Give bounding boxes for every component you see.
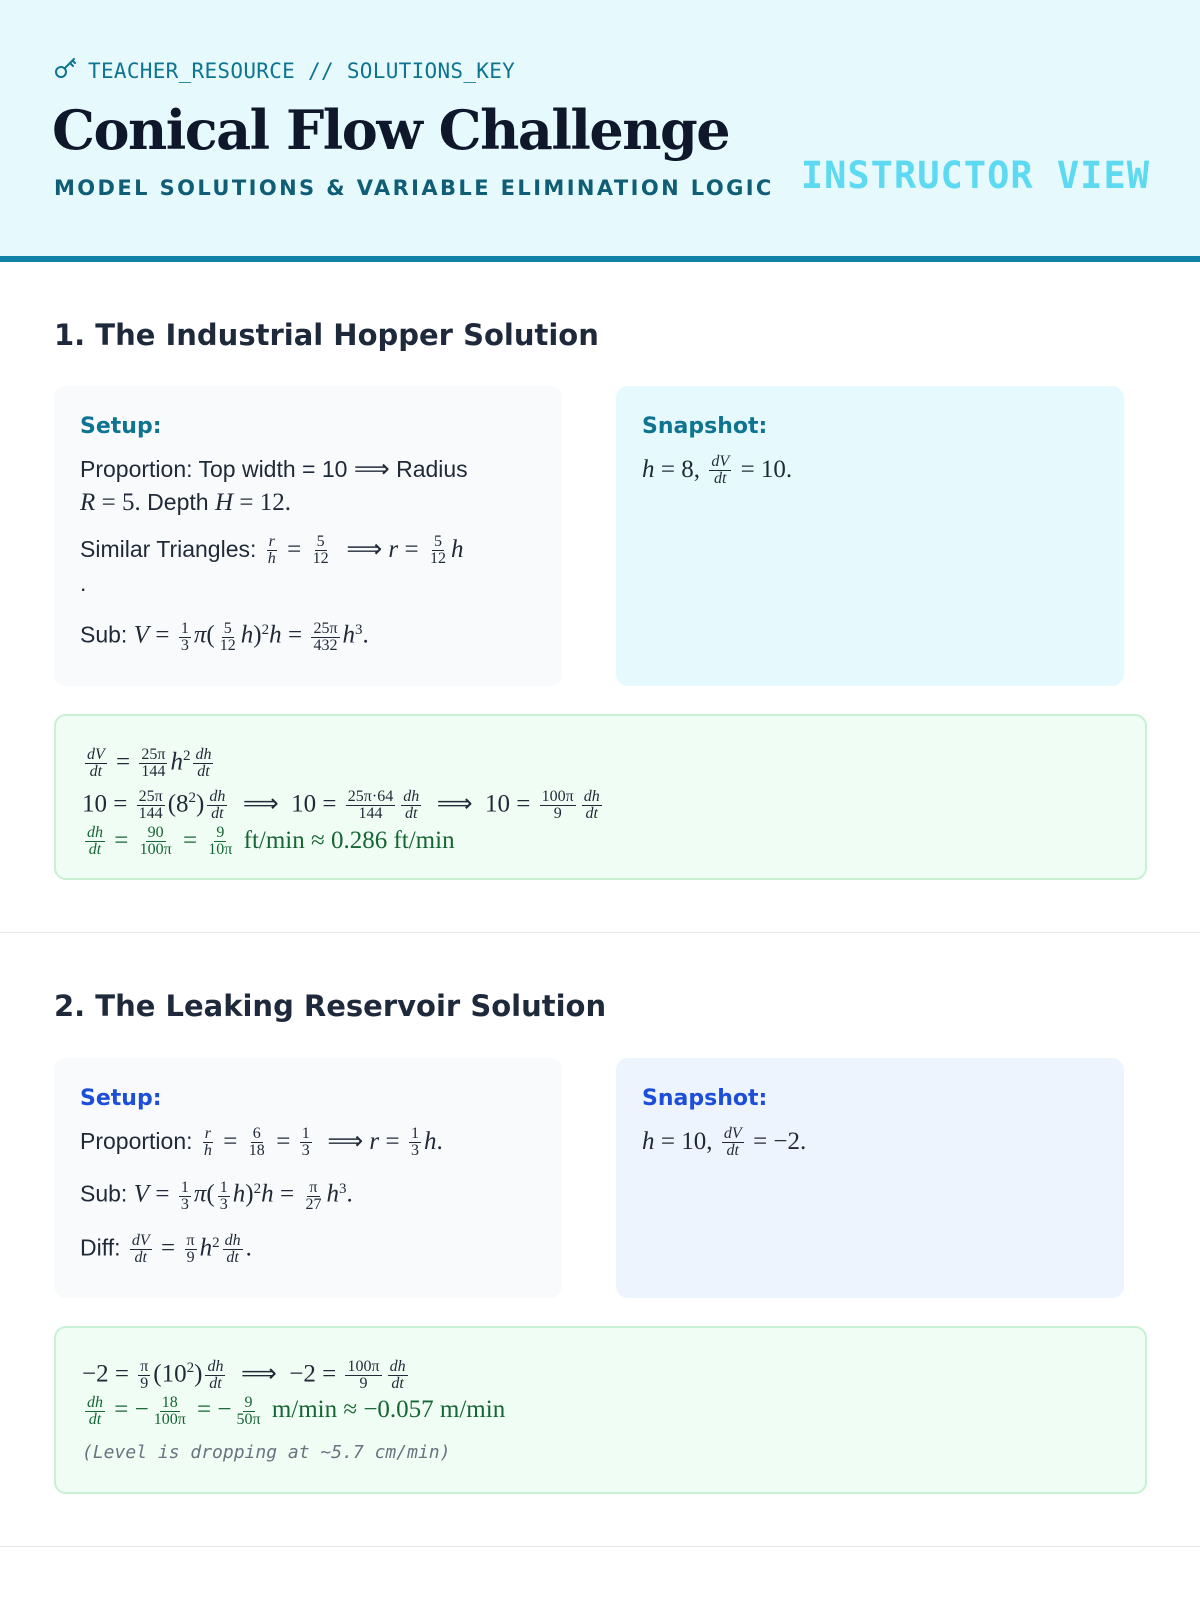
section-divider xyxy=(0,932,1200,933)
snapshot-values: h = 8, $\frac{dV}{dt}$ = 10. xyxy=(642,453,793,488)
instructor-view-badge: INSTRUCTOR VIEW xyxy=(800,154,1150,197)
section-2-snapshot-card xyxy=(616,1058,1124,1298)
result-line: $\frac{dh}{dt}$ = − $\frac{18}{100\pi}$ = − $\frac{9}{50\pi}$ m/min ≈ −0.057 m/min xyxy=(87,1394,506,1429)
result-line: $\frac{dh}{dt}$ = $\frac{90}{100\pi}$ = $\frac{9}{10\pi}$ ft/min ≈ 0.286 ft/min xyxy=(87,824,455,859)
derivative-line: $\frac{dV}{dt}$ = $\frac{25\pi}{144}$ $h^2$ $\frac{dh}{dt}$ xyxy=(87,746,212,781)
proportion-line: Proportion: $\frac{r}{h}$ = $\frac{6}{18}$ = $\frac{1}{3}$ ⟹ r = $\frac{1}{3}$ h. xyxy=(80,1125,443,1160)
section-2-solution-card xyxy=(54,1326,1147,1494)
eyebrow xyxy=(54,56,515,85)
key-icon xyxy=(54,56,78,85)
section-divider xyxy=(0,1546,1200,1547)
substitution-line: Sub: V = $\frac{1}{3}$ π( $\frac{5}{12}$ h)$^2$h = $\frac{25\pi}{432}$ $h^3$. xyxy=(80,619,369,654)
setup-heading: Setup: xyxy=(80,414,162,439)
snapshot-heading: Snapshot: xyxy=(642,414,768,439)
snapshot-heading: Snapshot: xyxy=(642,1086,768,1111)
substitution-line: Sub: V = $\frac{1}{3}$ π( $\frac{1}{3}$ h)$^2$h = $\frac{\pi}{27}$ $h^3$. xyxy=(80,1178,353,1213)
eyebrow-text: TEACHER_RESOURCE // SOLUTIONS_KEY xyxy=(88,58,516,83)
substituted-line: 10 = $\frac{25\pi}{144}$ $(8^2)$ $\frac{dh}{dt}$ ⟹ 10 = $\frac{25\pi\cdot 64}{144}$ $\frac{dh}{dt}$ ⟹ 10 = $\frac{100\pi}{9}$ $\frac{dh}{dt}$ xyxy=(82,788,600,823)
section-1-setup-card xyxy=(54,386,562,686)
setup-heading: Setup: xyxy=(80,1086,162,1111)
snapshot-values: h = 10, $\frac{dV}{dt}$ = −2. xyxy=(642,1125,807,1160)
proportion-line: Proportion: Top width = 10 ⟹ Radius R = 5. Depth H = 12. xyxy=(80,456,468,516)
level-note: (Level is dropping at ~5.7 cm/min) xyxy=(82,1442,451,1464)
page-title: Conical Flow Challenge xyxy=(52,98,730,162)
section-2-setup-card xyxy=(54,1058,562,1298)
header xyxy=(0,0,1200,262)
section-1-snapshot-card xyxy=(616,386,1124,686)
section-1-title: 1. The Industrial Hopper Solution xyxy=(54,318,599,352)
section-1-solution-card xyxy=(54,714,1147,880)
page-subtitle: MODEL SOLUTIONS & VARIABLE ELIMINATION LOGIC xyxy=(54,176,774,200)
differentiation-line: Diff: $\frac{dV}{dt}$ = $\frac{\pi}{9}$ $h^2$ $\frac{dh}{dt}$ . xyxy=(80,1231,252,1266)
section-2-title: 2. The Leaking Reservoir Solution xyxy=(54,989,607,1023)
similar-triangles-line: Similar Triangles: $\frac{r}{h}$ = $\frac{5}{12}$ ⟹ r = $\frac{5}{12}$ h . xyxy=(80,533,464,597)
substituted-line: −2 = $\frac{\pi}{9}$ $(10^2)$ $\frac{dh}{dt}$ ⟹ −2 = $\frac{100\pi}{9}$ $\frac{dh}{dt}$ xyxy=(82,1358,406,1393)
